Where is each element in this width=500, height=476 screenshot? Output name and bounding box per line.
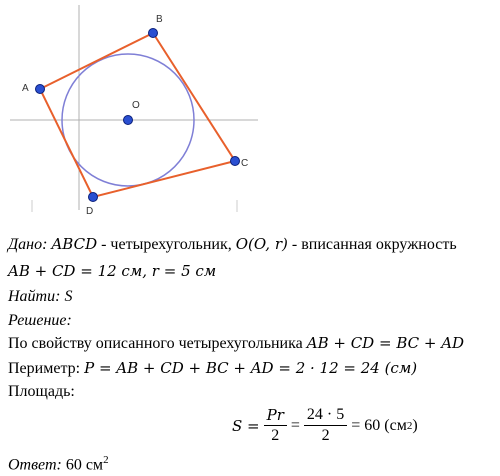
area-label: Площадь:: [8, 383, 75, 400]
property-line: [8, 333, 464, 354]
given-text-2: - вписанная окружность: [287, 236, 457, 253]
fraction-values-denominator: 2: [321, 427, 330, 444]
given-label: Дано:: [8, 236, 48, 253]
point-a: [36, 85, 45, 94]
label-b: B: [156, 14, 163, 25]
answer-label: Ответ:: [8, 456, 62, 474]
point-d: [89, 193, 98, 202]
solution-label: Решение:: [8, 312, 72, 329]
answer-value: 60 см: [61, 456, 104, 474]
perimeter-line: [8, 358, 417, 379]
given-circle: O(O, r): [235, 235, 288, 253]
property-text: По свойству описанного четырехугольника: [8, 335, 307, 352]
fraction-pr-numerator: Pr: [264, 405, 287, 426]
label-d: D: [86, 206, 94, 217]
property-math: AB + CD = BC + AD: [306, 334, 465, 352]
perimeter-label: Периметр:: [8, 360, 85, 377]
given-text-1: - четырехугольник,: [97, 236, 236, 253]
fraction-values: [304, 405, 347, 446]
label-a: A: [22, 83, 29, 94]
quadrilateral-abcd: [40, 33, 235, 197]
point-c: [231, 157, 240, 166]
perimeter-math: P = AB + CD + BC + AD = 2 · 12 = 24 (см): [84, 359, 418, 377]
label-c: C: [241, 158, 249, 169]
formula-result-sup: 2: [406, 419, 413, 432]
given-line-2: AB + CD = 12 см, r = 5 см: [8, 262, 217, 280]
find-label: Найти: S: [8, 288, 73, 305]
formula-equals: =: [290, 416, 300, 434]
point-o: [124, 116, 133, 125]
formula-s: S =: [232, 416, 260, 435]
point-b: [149, 29, 158, 38]
label-o: O: [132, 100, 140, 111]
fraction-pr-denominator: 2: [271, 427, 280, 444]
given-line-1: [8, 234, 457, 255]
formula-result: = 60 (см: [351, 416, 407, 434]
area-formula: [232, 405, 418, 446]
geometry-figure: [0, 0, 270, 220]
fraction-values-numerator: 24 · 5: [304, 405, 347, 426]
answer-sup: 2: [103, 454, 109, 466]
formula-close: ): [412, 416, 418, 434]
given-figure: ABCD: [51, 235, 98, 253]
fraction-pr: [264, 405, 287, 446]
answer-line: [8, 450, 109, 475]
